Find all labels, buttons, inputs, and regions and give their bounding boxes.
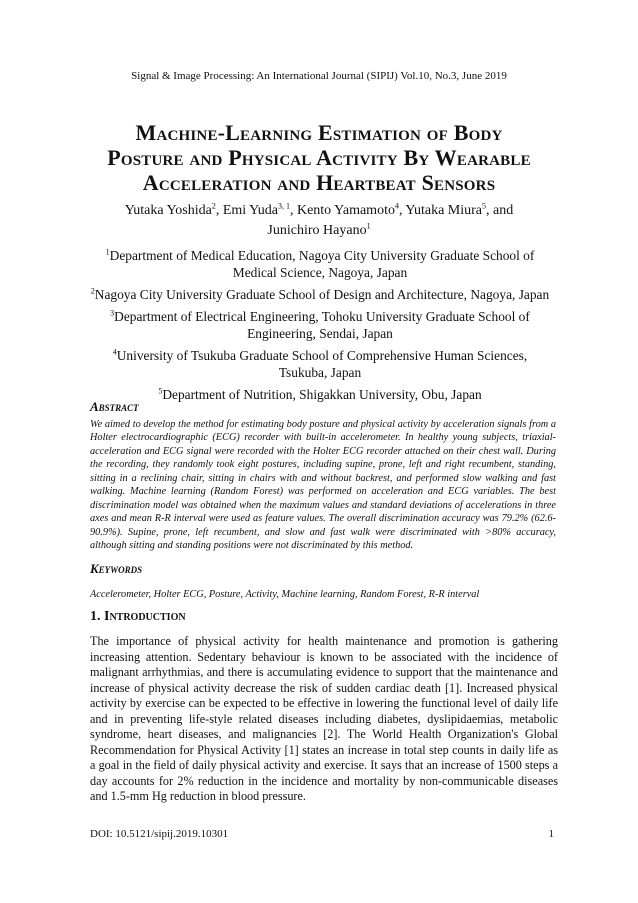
abstract-text: We aimed to develop the method for estimating body posture and physical activity by acceleration signals from a Holter electrocardiographic (ECG) recorder with built-in accelerometer. In healthy young subjects, triaxial-acceleration and ECG signal were recorded with the Holter ECG recorder attached on their chest wall. During the recording, they randomly took eight postures, including supine, prone, left and right recumbent, standing, sitting in a reclining chair, sitting in chairs with and without backrest, and performed slow walking and fast walking. Machine learning (Random Forest) was performed on acceleration and ECG variables. The best discrimination model was obtained when the maximum values and standard deviations of accelerations in three axes and mean R-R interval were used as feature values. The overall discrimination accuracy was 79.2% (62.6-90.9%). Supine, prone, left recumbent, and slow and fast walk were discriminated with >80% accuracy, although sitting and standing positions were not discriminated by this method. [90,419,556,552]
affiliation-text: Department of Electrical Engineering, Tohoku University Graduate School of Engineering, Sendai, Japan [114,309,530,341]
author-affil-marker: 2 [211,201,216,211]
affiliation-text: Department of Nutrition, Shigakkan University, Obu, Japan [162,387,482,402]
affiliation [90,386,550,403]
affiliation-text: Department of Medical Education, Nagoya City University Graduate School of Medical Science, Nagoya, Japan [109,248,535,280]
author-affil-marker: 3, 1 [277,201,290,211]
section-number: 1. [90,609,101,624]
affiliation [90,286,550,303]
affiliation-marker: 5 [158,386,163,396]
section-title: Introduction [104,609,186,624]
affiliation [90,308,550,342]
author-name: Junichiro Hayano [267,223,367,238]
affiliation [90,247,550,281]
affiliation-text: Nagoya City University Graduate School of Design and Architecture, Nagoya, Japan [94,287,550,302]
affiliation-marker: 4 [112,347,117,357]
author-line [90,201,548,221]
affiliation [90,347,550,381]
author-name: , Kento Yamamoto [289,203,395,218]
paper-title [92,120,546,195]
title-line: Posture and Physical Activity By Wearable [107,145,531,170]
title-line: Machine-Learning Estimation of Body [135,120,503,145]
title-line: Acceleration and Heartbeat Sensors [142,170,496,195]
affiliation-marker: 1 [105,247,110,257]
author-affil-marker: 4 [394,201,399,211]
author-line [90,221,548,241]
abstract-heading: Abstract [90,399,139,414]
running-head: Signal & Image Processing: An International Journal (SIPIJ) Vol.10, No.3, June 2019 [131,70,507,82]
keywords-heading: Keywords [90,561,143,576]
introduction-paragraph: The importance of physical activity for health maintenance and promotion is gathering increasing attention. Sedentary behaviour is known to be associated with the incidence of malignant arrhythmias, and there is accumulating evidence to support that the maintenance and increase of physical activity decrease the risk of sudden cardiac death [1]. Increased physical activity by exercise can be expected to be effective in lowering the functional level of daily life and in preventing life-style related diseases including diabetes, dyslipidaemias, metabolic syndrome, heart diseases, and malignancies [2]. The World Health Organization's Global Recommendation for Physical Activity [1] states an increase in total step counts in daily life as a goal in the field of daily physical activity and exercise. It says that an increase of 1500 steps a day accounts for 2% reduction in the incidence and mortality by non-communicable diseases and 1.5-mm Hg reduction in blood pressure. [90,634,558,804]
doi-footer: DOI: 10.5121/sipij.2019.10301 [90,828,229,840]
author-affil-marker: 1 [366,221,371,231]
keywords-text: Accelerometer, Holter ECG, Posture, Activity, Machine learning, Random Forest, R-R interval [90,589,480,600]
author-name: Yutaka Yoshida [124,203,212,218]
affiliation-marker: 2 [90,286,95,296]
affiliation-marker: 3 [110,308,115,318]
author-list [90,201,548,241]
page-number: 1 [548,828,554,840]
section-heading [90,609,186,625]
author-name: , and [486,203,514,218]
author-name: , Yutaka Miura [398,203,483,218]
author-affil-marker: 5 [482,201,487,211]
affiliation-list [90,247,550,408]
affiliation-text: University of Tsukuba Graduate School of Comprehensive Human Sciences, Tsukuba, Japan [116,348,528,380]
author-name: , Emi Yuda [215,203,278,218]
